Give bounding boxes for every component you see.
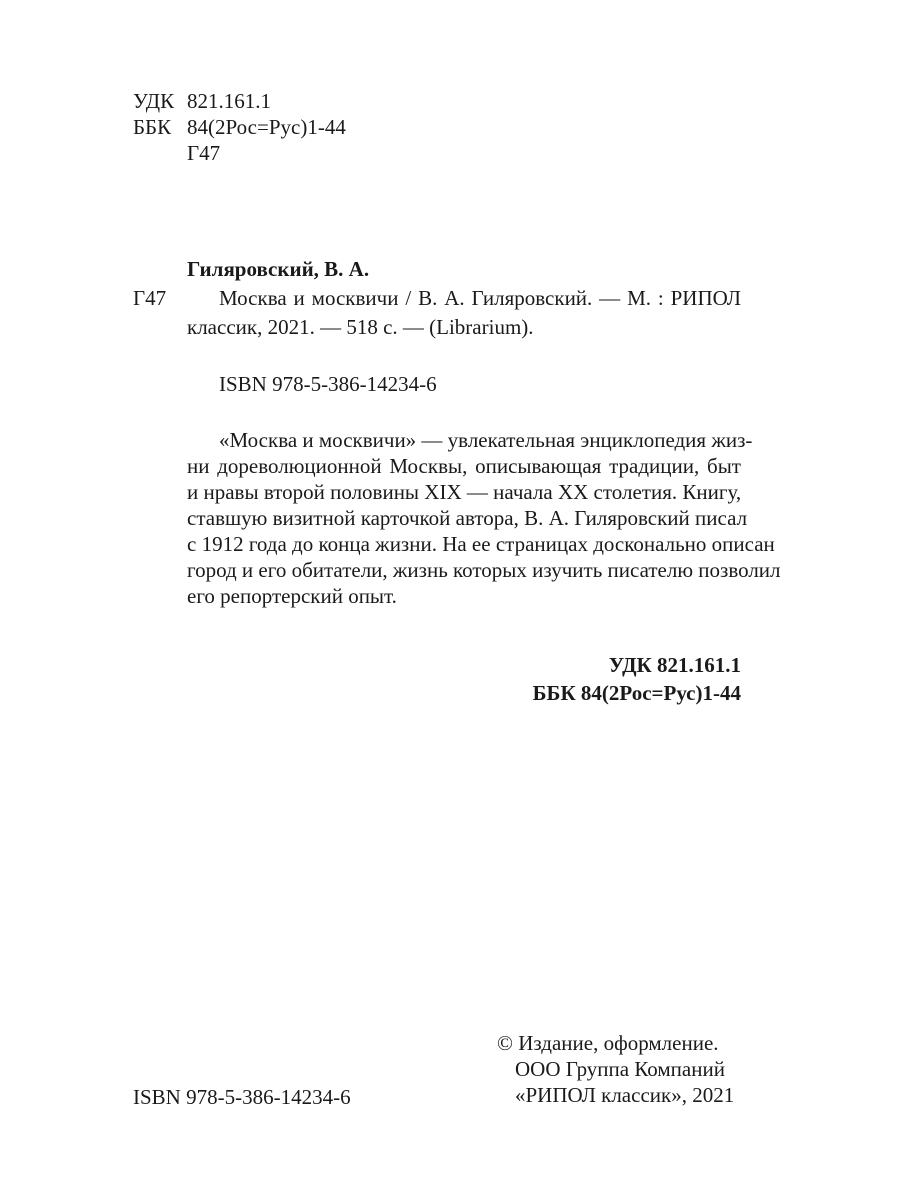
bbk-label: ББК	[133, 115, 172, 139]
bbk-code-right: ББК 84(2Рос=Рус)1-44	[532, 681, 741, 705]
annotation-line: и нравы второй половины XIX — начала XX столетия. Книгу,	[187, 480, 742, 504]
copyright-line: «РИПОЛ классик», 2021	[515, 1083, 735, 1107]
annotation-line: «Москва и москвичи» — увлекательная энциклопедия жиз-	[219, 428, 753, 452]
author-heading: Гиляровский, В. А.	[187, 257, 370, 281]
annotation-line: город и его обитатели, жизнь которых изучить писателю позволил	[187, 558, 781, 582]
udk-label: УДК	[133, 89, 175, 113]
catalog-line-1: Москва и москвичи / В. А. Гиляровский. — М. : РИПОЛ	[219, 286, 741, 310]
footer-isbn: ISBN 978-5-386-14234-6	[133, 1085, 351, 1109]
copyright-line: © Издание, оформление.	[497, 1031, 719, 1055]
catalog-line-2: классик, 2021. — 518 с. — (Librarium).	[187, 315, 534, 339]
annotation-line: ставшую визитной карточкой автора, В. А. Гиляровский писал	[187, 506, 748, 530]
author-mark-value: Г47	[187, 141, 221, 165]
catalog-code: Г47	[133, 286, 167, 310]
catalog-isbn: ISBN 978-5-386-14234-6	[219, 372, 437, 396]
annotation-line: его репортерский опыт.	[187, 584, 397, 608]
bbk-value: 84(2Рос=Рус)1-44	[187, 115, 346, 139]
annotation-line: ни дореволюционной Москвы, описывающая традиции, быт	[187, 454, 741, 478]
udk-value: 821.161.1	[187, 89, 271, 113]
copyright-block	[497, 1030, 741, 1108]
annotation-line: с 1912 года до конца жизни. На ее страницах досконально описан	[187, 532, 775, 556]
author-mark-label	[133, 140, 187, 166]
author-mark-row	[133, 140, 346, 166]
bbk-row	[133, 114, 346, 140]
udk-row	[133, 88, 346, 114]
annotation	[187, 427, 781, 609]
udk-code-right: УДК 821.161.1	[608, 653, 741, 677]
copyright-line: ООО Группа Компаний	[515, 1057, 725, 1081]
classification-codes	[133, 88, 346, 166]
